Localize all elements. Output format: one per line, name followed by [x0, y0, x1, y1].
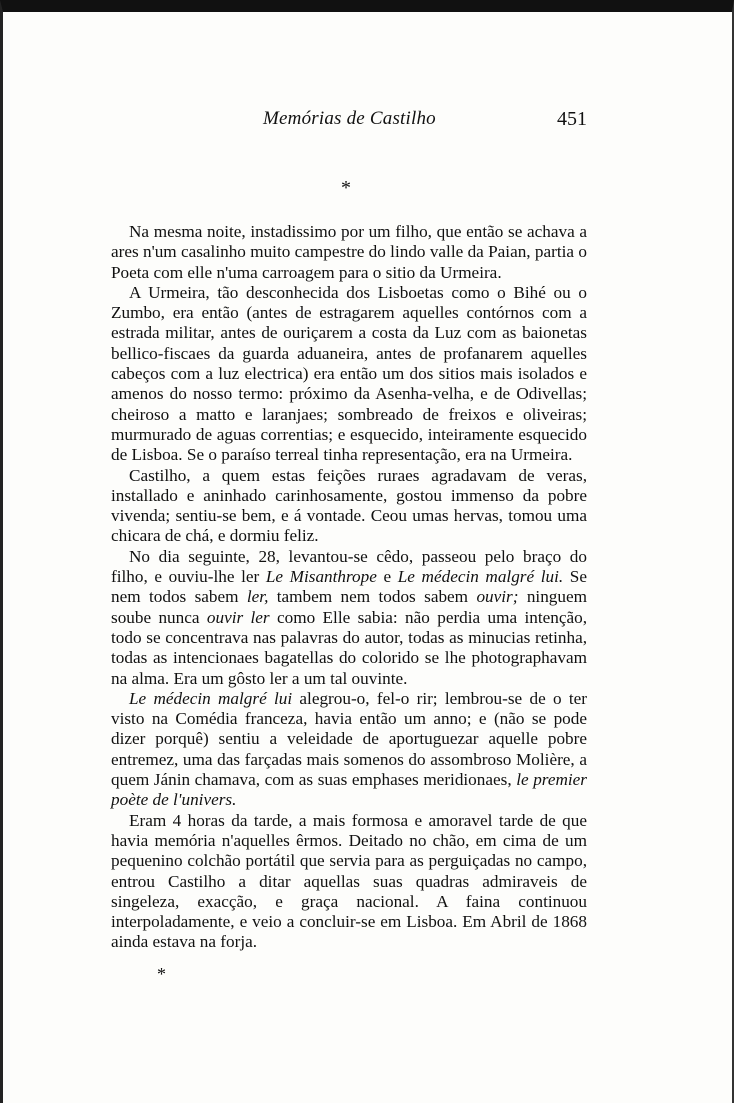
italic-run: le premier poète de l'univers. [111, 770, 587, 810]
text-run: e [376, 567, 398, 587]
paragraph [111, 466, 587, 547]
text-run: A Urmeira, tão desconhecida dos Lisboetas como o Bihé ou o Zumbo, era então (antes de estragarem aquelles contórnos com a estrada militar, antes de ouriçarem a costa da Luz com as baionetas bellico-fiscaes da guarda aduaneira, antes de profanarem aquelles cabeços com a luz electrica) era então um dos sitios mais isolados e amenos do nosso termo: próximo da Asenha-velha, e de Odivellas; cheiroso a matto e laranjaes; sombreado de freixos e oliveiras; murmurado de aguas correntias; e esquecido, inteiramente esquecido de Lisboa. Se o paraíso terreal tinha representação, era na Urmeira. [111, 282, 587, 465]
text-run: Castilho, a quem estas feições ruraes agradavam de veras, installado e aninhado carinhosamente, gostou immenso da pobre vivenda; sentiu-se bem, e á vontade. Ceou umas hervas, tomou uma chicara de chá, e dormiu feliz. [111, 465, 587, 546]
italic-run: Le Misanthrope [265, 567, 377, 587]
italic-run: ouvir ler [206, 607, 270, 627]
section-ornament-bottom: * [157, 964, 166, 984]
text-run: Eram 4 horas da tarde, a mais formosa e amoravel tarde de que havia memória n'aquelles êrmos. Deitado no chão, em cima de um pequenino colchão portátil que servia para as perguiçadas no campo, entrou Castilho a ditar aquellas suas quadras admiraveis de singeleza, exacção, e graça nacional. A faina continuou interpoladamente, e veio a concluir-se em Lisboa. Em Abril de 1868 ainda estava na forja. [111, 810, 587, 952]
text-run: ninguem soube nunca [111, 587, 587, 627]
text-run: alegrou-o, fel-o rir; lembrou-se de o ter visto na Comédia franceza, havia então um anno; e (não se pode dizer porquê) sentiu a veleidade de aportuguezar aquelle pobre entremez, uma das farçadas mais somenos do assombroso Molière, a quem Jánin chamava, com as suas emphases meridionaes, [111, 688, 587, 790]
text-run: No dia seguinte, 28, levantou-se cêdo, passeou pelo braço do filho, e ouviu-lhe ler [111, 546, 587, 587]
italic-run: Le médecin malgré lui. [397, 567, 564, 587]
paragraph [111, 689, 587, 811]
running-title: Memórias de Castilho [263, 108, 436, 129]
italic-run: Le médecin malgré lui [129, 688, 293, 708]
paragraph [111, 811, 587, 953]
page-number: 451 [557, 108, 587, 130]
paragraph [111, 222, 587, 283]
text-run: Na mesma noite, instadissimo por um filho, que então se achava a ares n'um casalinho muito campestre do lindo valle da Paian, partia o Poeta com elle n'uma carroagem para o sitio da Urmeira. [111, 222, 587, 282]
paragraph [111, 283, 587, 466]
text-run: tambem nem todos sabem [268, 587, 477, 607]
page-header [111, 108, 587, 138]
italic-run: ler, [246, 587, 269, 607]
text-run: como Elle sabia: não perdia uma intenção, todo se concentrava nas palavras do autor, todas as minucias retinha, todas as intencionaes bagatellas do colorido se lhe photographavam na alma. Era um gôsto ler a um tal ouvinte. [111, 607, 588, 688]
paragraph [111, 547, 587, 689]
italic-run: ouvir; [476, 587, 519, 607]
text-run: Se nem todos sabem [111, 567, 587, 607]
body-text [111, 222, 587, 953]
section-ornament-top: * [341, 177, 351, 199]
